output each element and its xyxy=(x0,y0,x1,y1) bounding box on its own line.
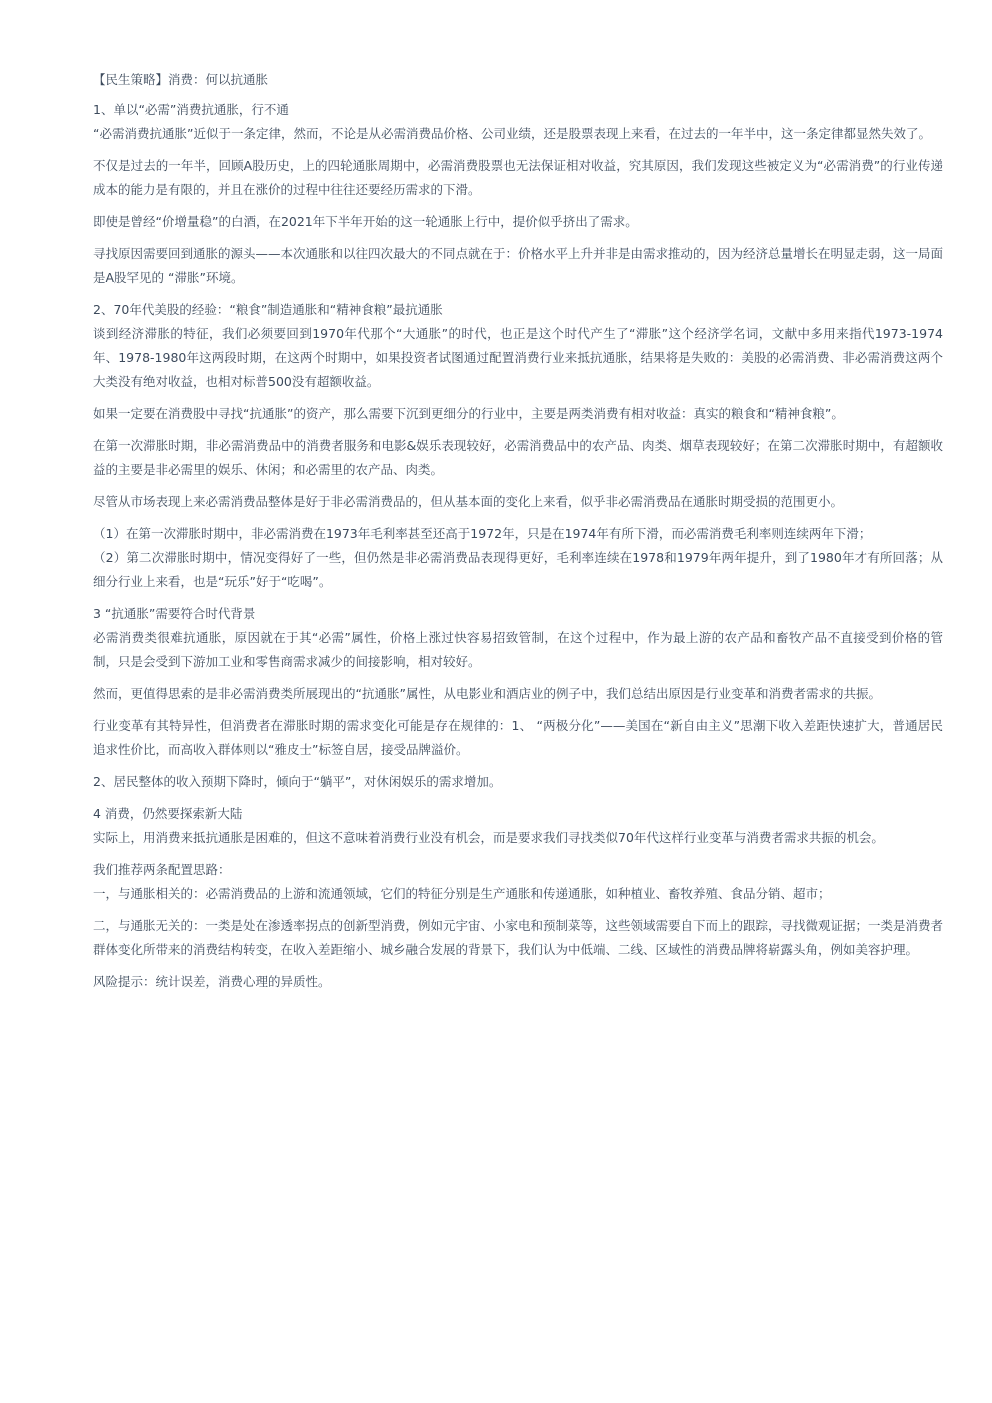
paragraph: 寻找原因需要回到通胀的源头——本次通胀和以往四次最大的不同点就在于：价格水平上升并非是由需求推动的，因为经济总量增长在明显走弱，这一局面是A股罕见的 “滞胀”环境。 xyxy=(93,246,944,285)
paragraph: 即使是曾经“价增量稳”的白酒，在2021年下半年开始的这一轮通胀上行中，提价似乎挤出了需求。 xyxy=(93,214,638,229)
paragraph: 尽管从市场表现上来必需消费品整体是好于非必需消费品的，但从基本面的变化上来看，似乎非必需消费品在通胀时期受损的范围更小。 xyxy=(93,494,844,509)
list-item: 二，与通胀无关的：一类是处在渗透率拐点的创新型消费，例如元宇宙、小家电和预制菜等，这些领域需要自下而上的跟踪，寻找微观证据；一类是消费者群体变化所带来的消费结构转变，在收入差距缩小、城乡融合发展的背景下，我们认为中低端、二线、区域性的消费品牌将崭露头角，例如美容护理。 xyxy=(93,918,944,957)
list-item: （1）在第一次滞胀时期中，非必需消费在1973年毛利率甚至还高于1972年，只是在1974年有所下滑，而必需消费毛利率则连续两年下滑； xyxy=(93,526,872,541)
paragraph: 不仅是过去的一年半，回顾A股历史，上的四轮通胀周期中，必需消费股票也无法保证相对收益，究其原因，我们发现这些被定义为“必需消费”的行业传递成本的能力是有限的，并且在涨价的过程中往往还要经历需求的下滑。 xyxy=(93,158,943,197)
paragraph: 在第一次滞胀时期，非必需消费品中的消费者服务和电影&娱乐表现较好，必需消费品中的农产品、肉类、烟草表现较好；在第二次滞胀时期中，有超额收益的主要是非必需里的娱乐、休闲；和必需里的农产品、肉类。 xyxy=(93,438,943,477)
section-3-heading: 3 “抗通胀”需要符合时代背景 xyxy=(93,606,256,621)
paragraph: 然而，更值得思索的是非必需消费类所展现出的“抗通胀”属性，从电影业和酒店业的例子中，我们总结出原因是行业变革和消费者需求的共振。 xyxy=(93,686,881,701)
paragraph: 如果一定要在消费股中寻找“抗通胀”的资产，那么需要下沉到更细分的行业中，主要是两类消费有相对收益：真实的粮食和“精神食粮”。 xyxy=(93,406,844,421)
section-4-heading: 4 消费，仍然要探索新大陆 xyxy=(93,806,243,821)
paragraph: 2、居民整体的收入预期下降时，倾向于“躺平”，对休闲娱乐的需求增加。 xyxy=(93,774,502,789)
section-1-heading: 1、单以“必需”消费抗通胀，行不通 xyxy=(93,102,289,117)
paragraph: “必需消费抗通胀”近似于一条定律，然而，不论是从必需消费品价格、公司业绩，还是股票表现上来看，在过去的一年半中，这一条定律都显然失效了。 xyxy=(93,126,931,141)
paragraph: 必需消费类很难抗通胀，原因就在于其“必需”属性，价格上涨过快容易招致管制，在这个过程中，作为最上游的农产品和畜牧产品不直接受到价格的管制，只是会受到下游加工业和零售商需求减少的间接影响，相对较好。 xyxy=(93,630,943,669)
list-item: 一，与通胀相关的：必需消费品的上游和流通领域，它们的特征分别是生产通胀和传递通胀，如种植业、畜牧养殖、食品分销、超市； xyxy=(93,886,831,901)
list-item: （2）第二次滞胀时期中，情况变得好了一些，但仍然是非必需消费品表现得更好，毛利率连续在1978和1979年两年提升，到了1980年才有所回落；从细分行业上来看，也是“玩乐”好于“吃喝”。 xyxy=(93,550,943,589)
paragraph: 我们推荐两条配置思路： xyxy=(93,862,231,877)
paragraph: 实际上，用消费来抵抗通胀是困难的，但这不意味着消费行业没有机会，而是要求我们寻找类似70年代这样行业变革与消费者需求共振的机会。 xyxy=(93,830,884,845)
section-2-heading: 2、70年代美股的经验：“粮食”制造通胀和“精神食粮”最抗通胀 xyxy=(93,302,443,317)
document-title: 【民生策略】消费：何以抗通胀 xyxy=(93,72,269,87)
risk-note: 风险提示：统计误差，消费心理的异质性。 xyxy=(93,974,331,989)
paragraph: 行业变革有其特异性，但消费者在滞胀时期的需求变化可能是存在规律的：1、 “两极分化”——美国在“新自由主义”思潮下收入差距快速扩大，普通居民追求性价比，而高收入群体则以“雅皮士”标签自居，接受品牌溢价。 xyxy=(93,718,943,757)
document-body xyxy=(93,68,943,1002)
paragraph: 谈到经济滞胀的特征，我们必须要回到1970年代那个“大通胀”的时代，也正是这个时代产生了“滞胀”这个经济学名词，文献中多用来指代1973-1974年、1978-1980年这两段时期，在这两个时期中，如果投资者试图通过配置消费行业来抵抗通胀，结果将是失败的：美股的必需消费、非必需消费这两个大类没有绝对收益，也相对标普500没有超额收益。 xyxy=(93,326,943,389)
